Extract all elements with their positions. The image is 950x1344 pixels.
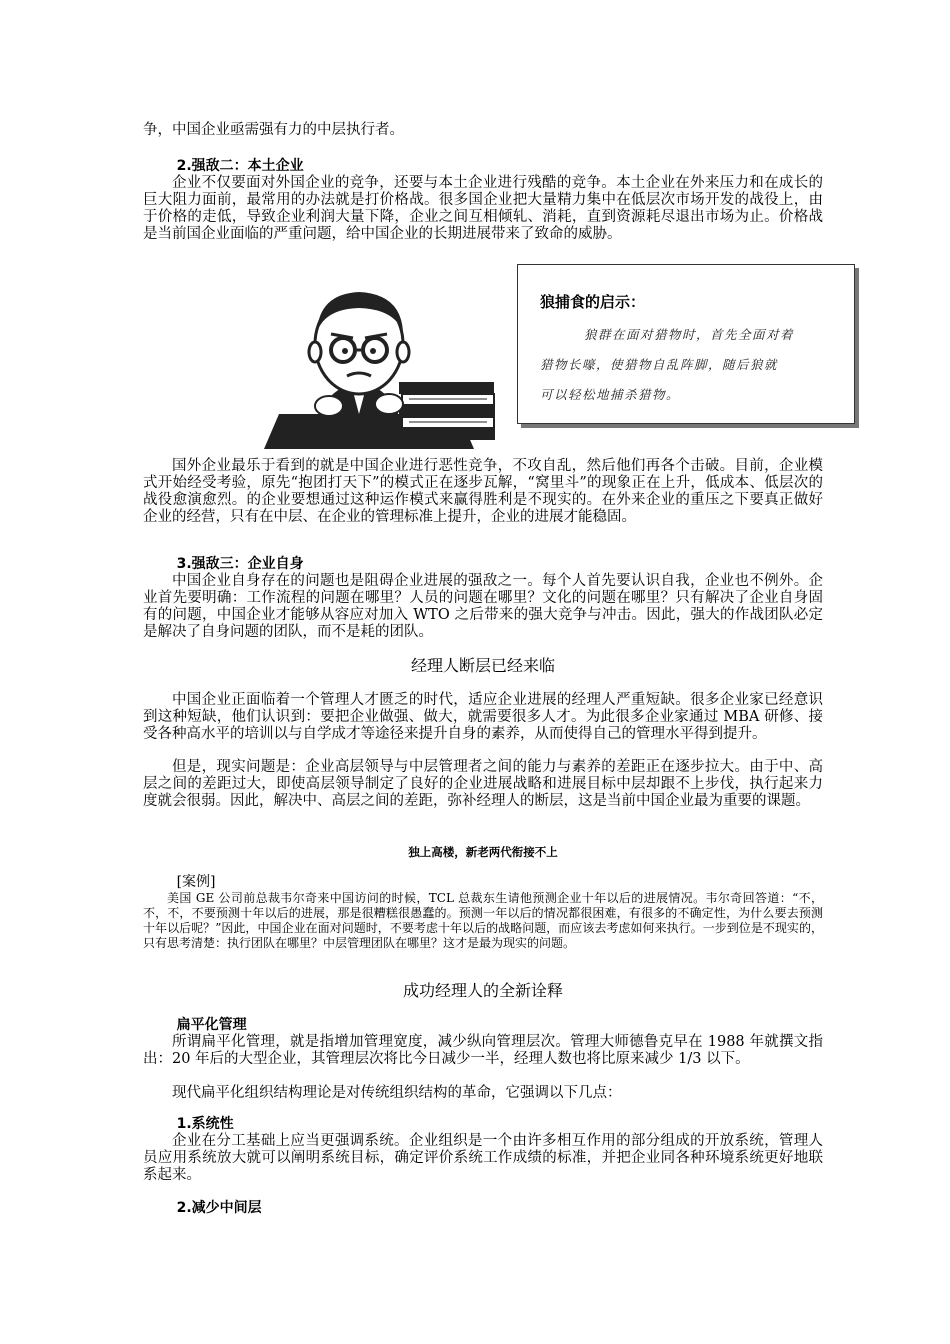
callout-line-1: 狼群在面对猎物时，首先全面对着 (584, 327, 795, 342)
callout-line-3: 可以轻松地捕杀猎物。 (540, 387, 681, 402)
paragraph-enemy-two: 企业不仅要面对外国企业的竞争，还要与本土企业进行残酷的竞争。本土企业在外来压力和在成长的巨大阻力面前，最常用的办法就是打价格战。很多国企业把大量精力集中在低层次市场开发的战役上，由于价格的走低，导致企业利润大量下降，企业之间互相倾轧、消耗，直到资源耗尽退出市场为止。价格战是当前国企业面临的严重问题，给中国企业的长期进展带来了致命的威胁。 (143, 175, 823, 242)
speech-box (517, 264, 855, 424)
illustration-callout (259, 264, 859, 454)
heading-reduce-middle-layer: 2.减少中间层 (176, 1200, 262, 1216)
paragraph-flat-management-1: 所谓扁平化管理，就是指增加管理宽度，减少纵向管理层次。管理大师德鲁克早在 1988 年就撰文指出：20 年后的大型企业，其管理层次将比今日减少一半，经理人数也将比原来减少 1/3 以下。 (143, 1034, 823, 1067)
paragraph-flat-management-2: 现代扁平化组织结构理论是对传统组织结构的革命，它强调以下几点： (172, 1085, 622, 1101)
callout-line-2: 猎物长嚎，使猎物自乱阵脚，随后狼就 (540, 357, 779, 372)
paragraph-manager-gap-1: 中国企业正面临着一个管理人才匮乏的时代，适应企业进展的经理人严重短缺。很多企业家已经意识到这种短缺，他们认识到：要把企业做强、做大，就需要很多人才。为此很多企业家通过 MBA 研修、接受各种高水平的培训以与自学成才等途径来提升自身的素养，从而使得自己的管理水平得到提升。 (143, 692, 823, 742)
heading-enemy-two: 2.强敌二：本土企业 (176, 158, 304, 174)
paragraph-after-callout: 国外企业最乐于看到的就是中国企业进行恶性竞争，不攻自乱，然后他们再各个击破。目前，企业模式开始经受考验，原先“抱团打天下”的模式正在逐步瓦解，“窝里斗”的现象正在上升，低成本、低层次的战役愈演愈烈。的企业要想通过这种运作模式来赢得胜利是不现实的。在外来企业的重压之下要真正做好企业的经营，只有在中层、在企业的管理标准上提升，企业的进展才能稳固。 (143, 458, 823, 525)
paragraph-continuation: 争，中国企业亟需强有力的中层执行者。 (143, 122, 404, 138)
paragraph-enemy-three: 中国企业自身存在的问题也是阻碍企业进展的强敌之一。每个人首先要认识自我，企业也不例外。企业首先要明确：工作流程的问题在哪里？人员的问题在哪里？文化的问题在哪里？只有解决了企业自身固有的问题，中国企业才能够从容应对加入 WTO 之后带来的强大竞争与冲击。因此，强大的作战团队必定是解决了自身问题的团队，而不是耗的团队。 (143, 573, 823, 640)
paragraph-manager-gap-2: 但是，现实问题是：企业高层领导与中层管理者之间的能力与素养的差距正在逐步拉大。由于中、高层之间的差距过大，即使高层领导制定了良好的企业进展战略和进展目标中层却跟不上步伐，执行起来力度就会很弱。因此，解决中、高层之间的差距，弥补经理人的断层，这是当前中国企业最为重要的课题。 (143, 759, 823, 809)
heading-enemy-three: 3.强敌三：企业自身 (176, 556, 304, 572)
callout-title: 狼捕食的启示： (540, 293, 646, 311)
heading-flat-management: 扁平化管理 (176, 1017, 247, 1033)
section-heading-new-interpretation: 成功经理人的全新诠释 (402, 981, 563, 1000)
cartoon-thinker-icon (259, 264, 519, 454)
heading-systematic: 1.系统性 (176, 1116, 234, 1132)
case-paragraph: 美国 GE 公司前总裁韦尔奇来中国访问的时候，TCL 总裁东生请他预测企业十年以后的进展情况。韦尔奇回答道：“不，不，不，不要预测十年以后的进展，那是很糟糕很愚蠢的。预测一年以后的情况都很困难，有很多的不确定性，为什么要去预测十年以后呢？”因此，中国企业在面对问题时，不要考虑十年以后的战略问题，而应该去考虑如何来执行。一步到位是不现实的，只有思考清楚：执行团队在哪里？中层管理团队在哪里？这才是最为现实的问题。 (143, 891, 823, 950)
subheading-generations: 独上高楼，新老两代衔接不上 (408, 845, 558, 859)
case-label: [案例] (176, 874, 216, 890)
paragraph-systematic: 企业在分工基础上应当更强调系统。企业组织是一个由许多相互作用的部分组成的开放系统，管理人员应用系统放大就可以阐明系统目标，确定评价系统工作成绩的标准，并把企业同各种环境系统更好地联系起来。 (143, 1133, 823, 1183)
section-heading-manager-gap: 经理人断层已经来临 (410, 656, 555, 675)
